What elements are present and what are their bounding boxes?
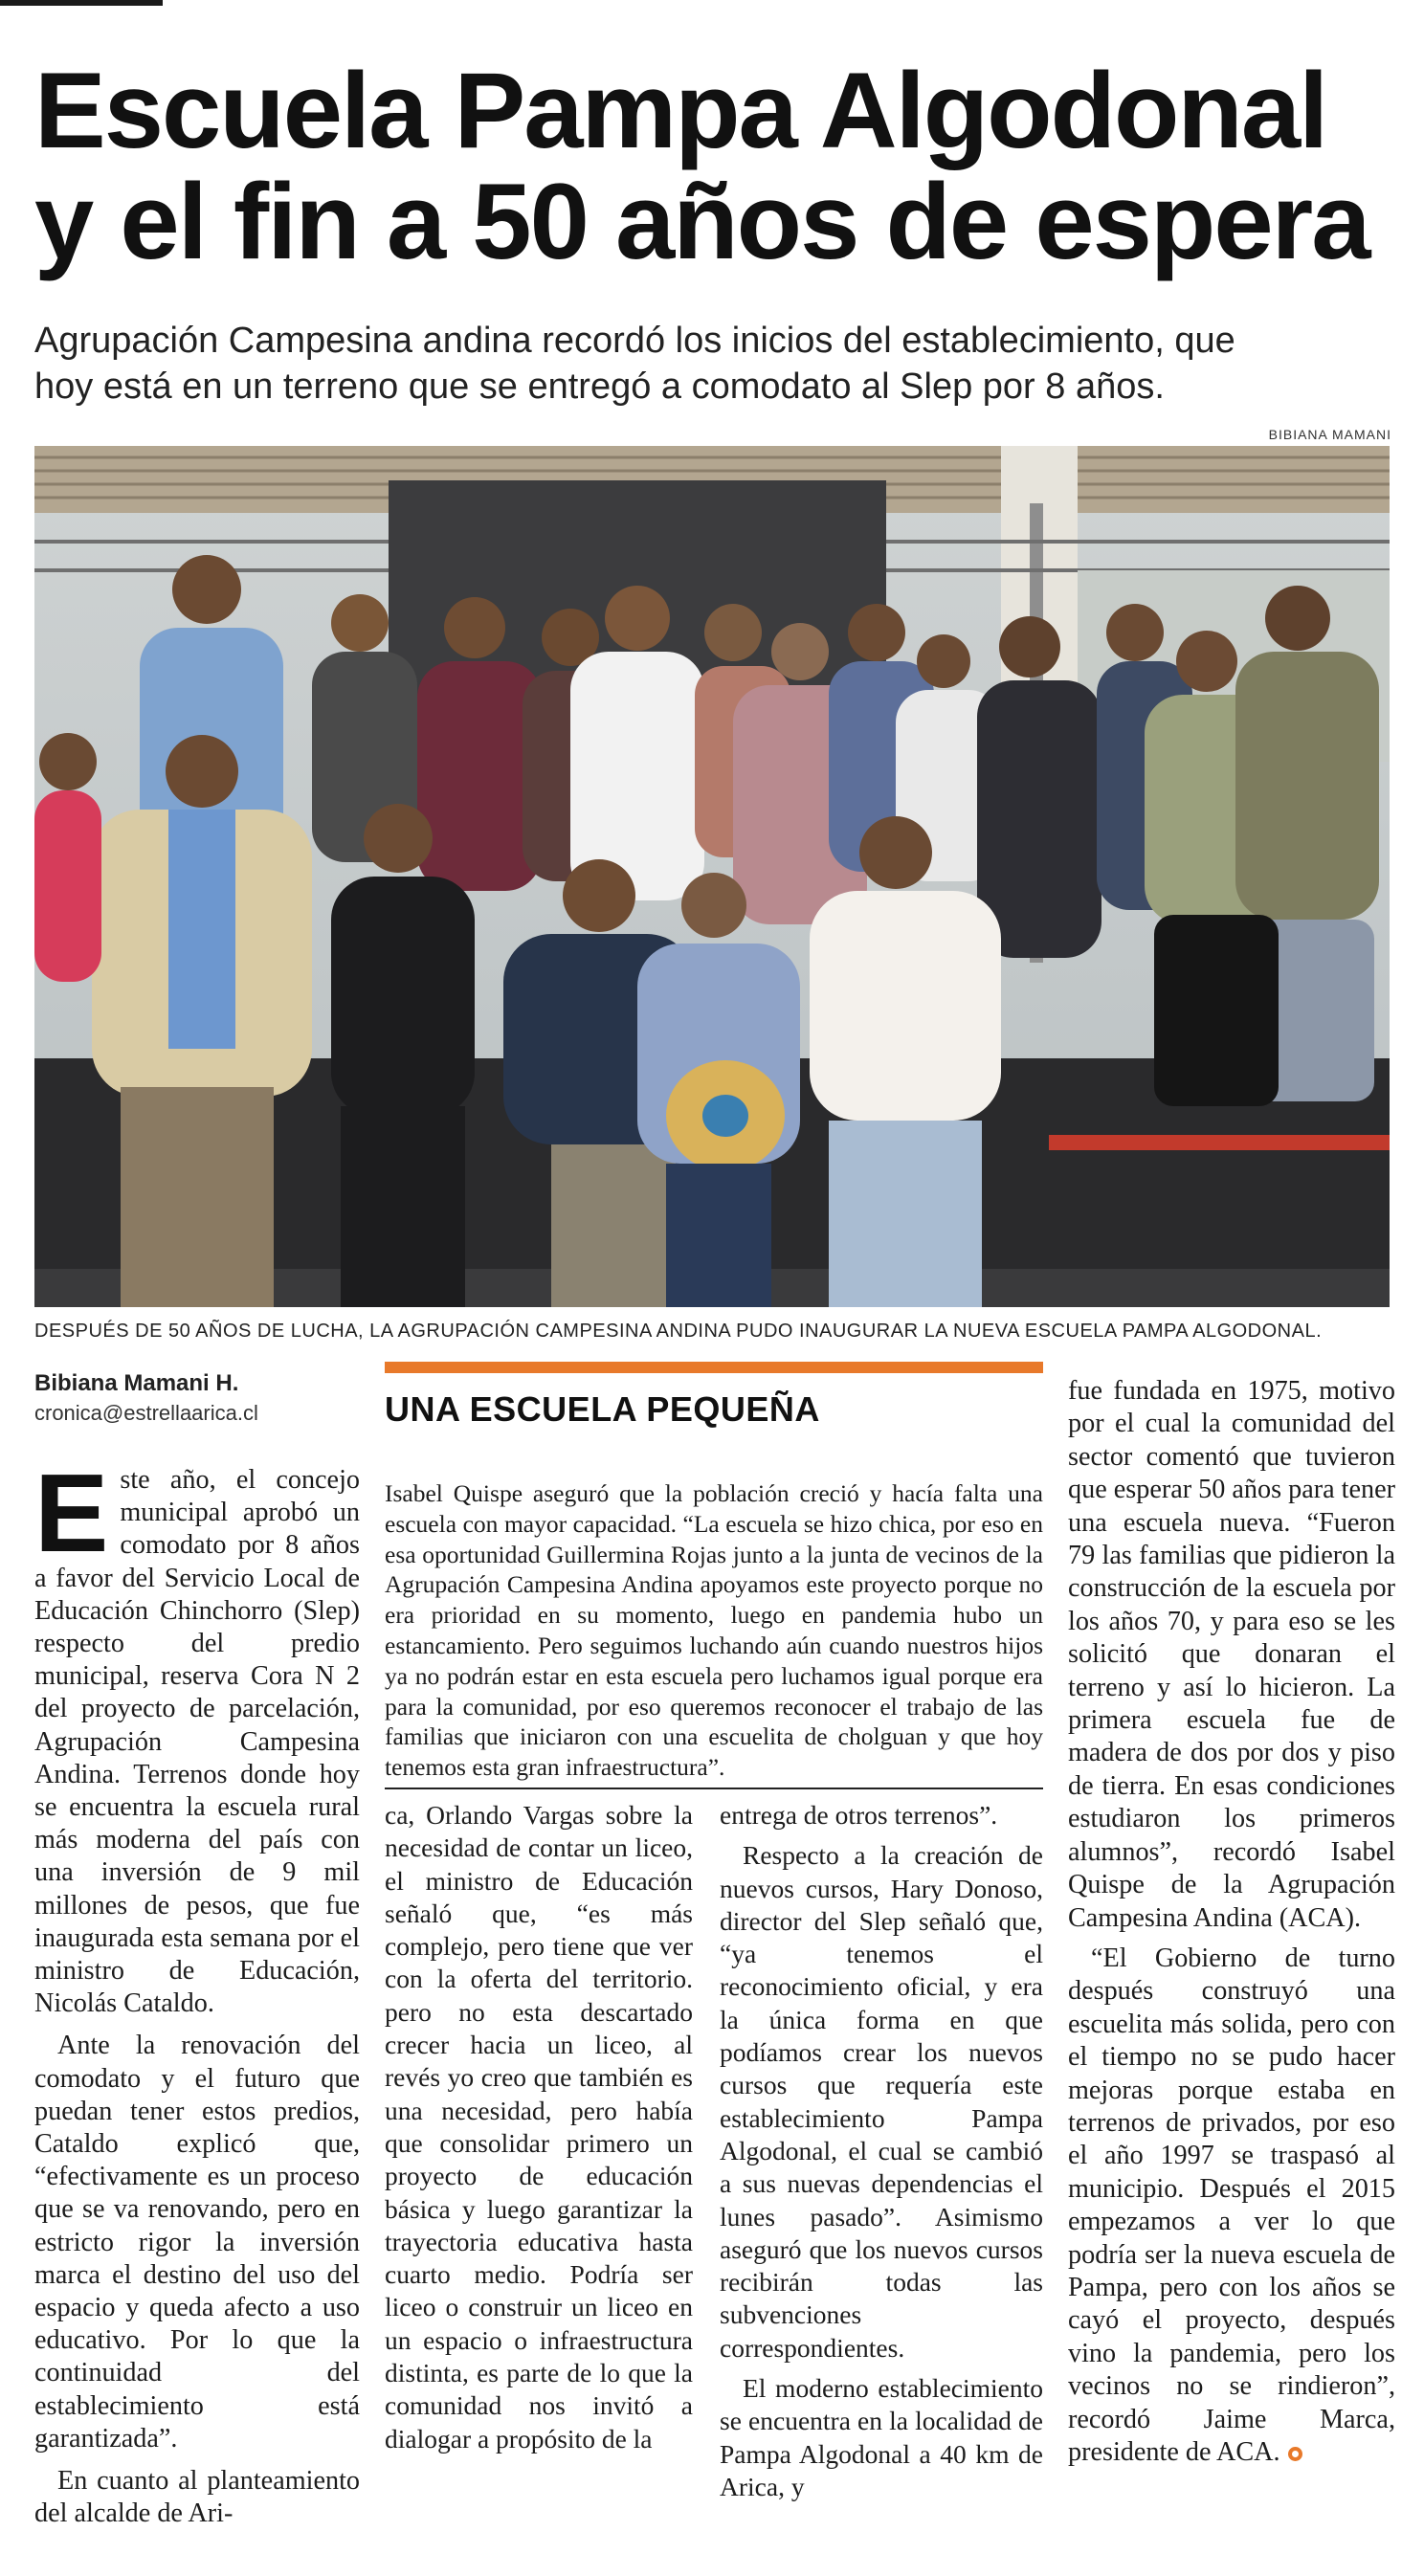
- column-3: [720, 1799, 1043, 2503]
- paragraph: fue fundada en 1975, motivo por el cual la comunidad del sector comentó que tuvieron que esperar 50 años para tener una escuela nueva. “Fueron 79 las familias que pidieron la construcción de la escuela por los años 70, y para eso se les solicitó que donaran el terreno y así lo hicieron. La primera escuela fue de madera de dos por dos y piso de tierra. En esas condiciones estudiaron los primeros alumnos”, recordó Isabel Quispe de la Agrupación Campesina Andina (ACA).: [1068, 1376, 1395, 1933]
- photo-credit: BIBIANA MAMANI: [1268, 427, 1391, 442]
- dek: [34, 318, 1393, 410]
- column-2: [385, 1799, 693, 2455]
- group-photo: [34, 446, 1390, 1307]
- paragraph: Respecto a la creación de nuevos cursos, Hary Donoso, director del Slep señaló que, “ya tenemos el reconocimiento oficial, y era la única forma en que podíamos crear los nuevos cursos que requería este establecimiento Pampa Algodonal, el cual se cambió a sus nuevas dependencias el lunes pasado”. Asimismo aseguró que los nuevos cursos recibirán todas las subvenciones correspondientes.: [720, 1840, 1043, 2363]
- sidebar-text: Isabel Quispe aseguró que la población creció y hacía falta una escuela con mayor capacidad. “La escuela se hizo chica, por eso en esa oportunidad Guillermina Rojas junto a la junta de vecinos de la Agrupación Campesina Andina apoyamos este proyecto porque no era prioridad en su momento, luego en pandemia hubo un estancamiento. Pero seguimos luchando aún cuando nuestros hijos ya no podrán estar en esta escuela pero luchamos igual porque era para la comunidad, por eso queremos reconocer el trabajo de las familias que iniciaron con una escuelita de cholguan y que hoy tenemos esta gran infraestructura”.: [385, 1479, 1043, 1782]
- final-paragraph: [1068, 1943, 1395, 2470]
- end-mark-icon: [1288, 2447, 1302, 2461]
- lead-paragraph: [34, 1451, 360, 2020]
- column-1: [34, 1451, 360, 2531]
- sidebar-divider: [385, 1788, 1043, 1789]
- sidebar-accent-rule: [385, 1362, 1043, 1373]
- column-4: [1068, 1375, 1395, 2469]
- paragraph: El moderno establecimiento se encuentra en la localidad de Pampa Algodonal a 40 km de Arica, y: [720, 2373, 1043, 2501]
- author-email: cronica@estrellaarica.cl: [34, 1401, 258, 1425]
- photo-caption: DESPUÉS DE 50 AÑOS DE LUCHA, LA AGRUPACIÓN CAMPESINA ANDINA PUDO INAUGURAR LA NUEVA ESCUELA PAMPA ALGODONAL.: [34, 1321, 1323, 1342]
- group-photo-illustration: [34, 446, 1390, 1307]
- paragraph-text: “El Gobierno de turno después construyó una escuelita más solida, pero con el tiempo no se pudo hacer mejoras porque estaba en terrenos de privados, por eso el año 1997 se traspasó al municipio. Después el 2015 empezamos a ver lo que podría ser la nueva escuela de Pampa, pero con los años se cayó el proyecto, después vino la pandemia, pero los vecinos no se rindieron”, recordó Jaime Marca, presidente de ACA.: [1068, 1943, 1395, 2467]
- sidebar-box: [385, 1478, 1043, 1783]
- paragraph: ca, Orlando Vargas sobre la necesidad de contar un liceo, el ministro de Educación señaló que, “es más complejo, pero tiene que ver con la oferta del territorio. pero no esta descartado crecer hacia un liceo, al revés yo creo que también es una necesidad, pero había que consolidar primero un proyecto de educación básica y luego garantizar la trayectoria educativa hasta cuarto medio. Podría ser liceo o construir un liceo en un espacio o infraestructura distinta, es parte de lo que la comunidad nos invitó a dialogar a propósito de la: [385, 1800, 693, 2454]
- drop-cap: E: [34, 1451, 109, 1575]
- headline-line-2: y el fin a 50 años de espera: [34, 162, 1369, 281]
- dek-line-1: Agrupación Campesina andina recordó los inicios del establecimiento, que: [34, 321, 1235, 361]
- paragraph: entrega de otros terrenos”.: [720, 1800, 998, 1830]
- paragraph: Ante la renovación del comodato y el futuro que puedan tener estos predios, Cataldo explicó que, “efectivamente es un proceso que se va renovando, pero en estricto rigor la inversión marca el destino del uso del espacio y queda afecto a uso educativo. Por lo que la continuidad del establecimiento está garantizada”.: [34, 2031, 360, 2454]
- author-name: Bibiana Mamani H.: [34, 1370, 239, 1396]
- headline-line-1: Escuela Pampa Algodonal: [34, 51, 1327, 170]
- section-top-bar: [0, 0, 163, 6]
- paragraph-text: ste año, el concejo municipal aprobó un comodato por 8 años a favor del Servicio Local de Educación Chinchorro (Slep) respecto del predio municipal, reserva Cora N 2 del proyecto de parcelación, Agrupación Campesina Andina. Terrenos donde hoy se encuentra la escuela rural más moderna del país con una inversión de 9 mil millones de pesos, que fue inaugurada esta semana por el ministro de Educación, Nicolás Cataldo.: [34, 1465, 360, 2019]
- byline: [34, 1370, 350, 1426]
- dek-line-2: hoy está en un terreno que se entregó a comodato al Slep por 8 años.: [34, 366, 1165, 407]
- sidebar-title: UNA ESCUELA PEQUEÑA: [385, 1389, 820, 1429]
- paragraph: En cuanto al planteamiento del alcalde de Ari-: [34, 2466, 360, 2529]
- headline: [34, 51, 1393, 281]
